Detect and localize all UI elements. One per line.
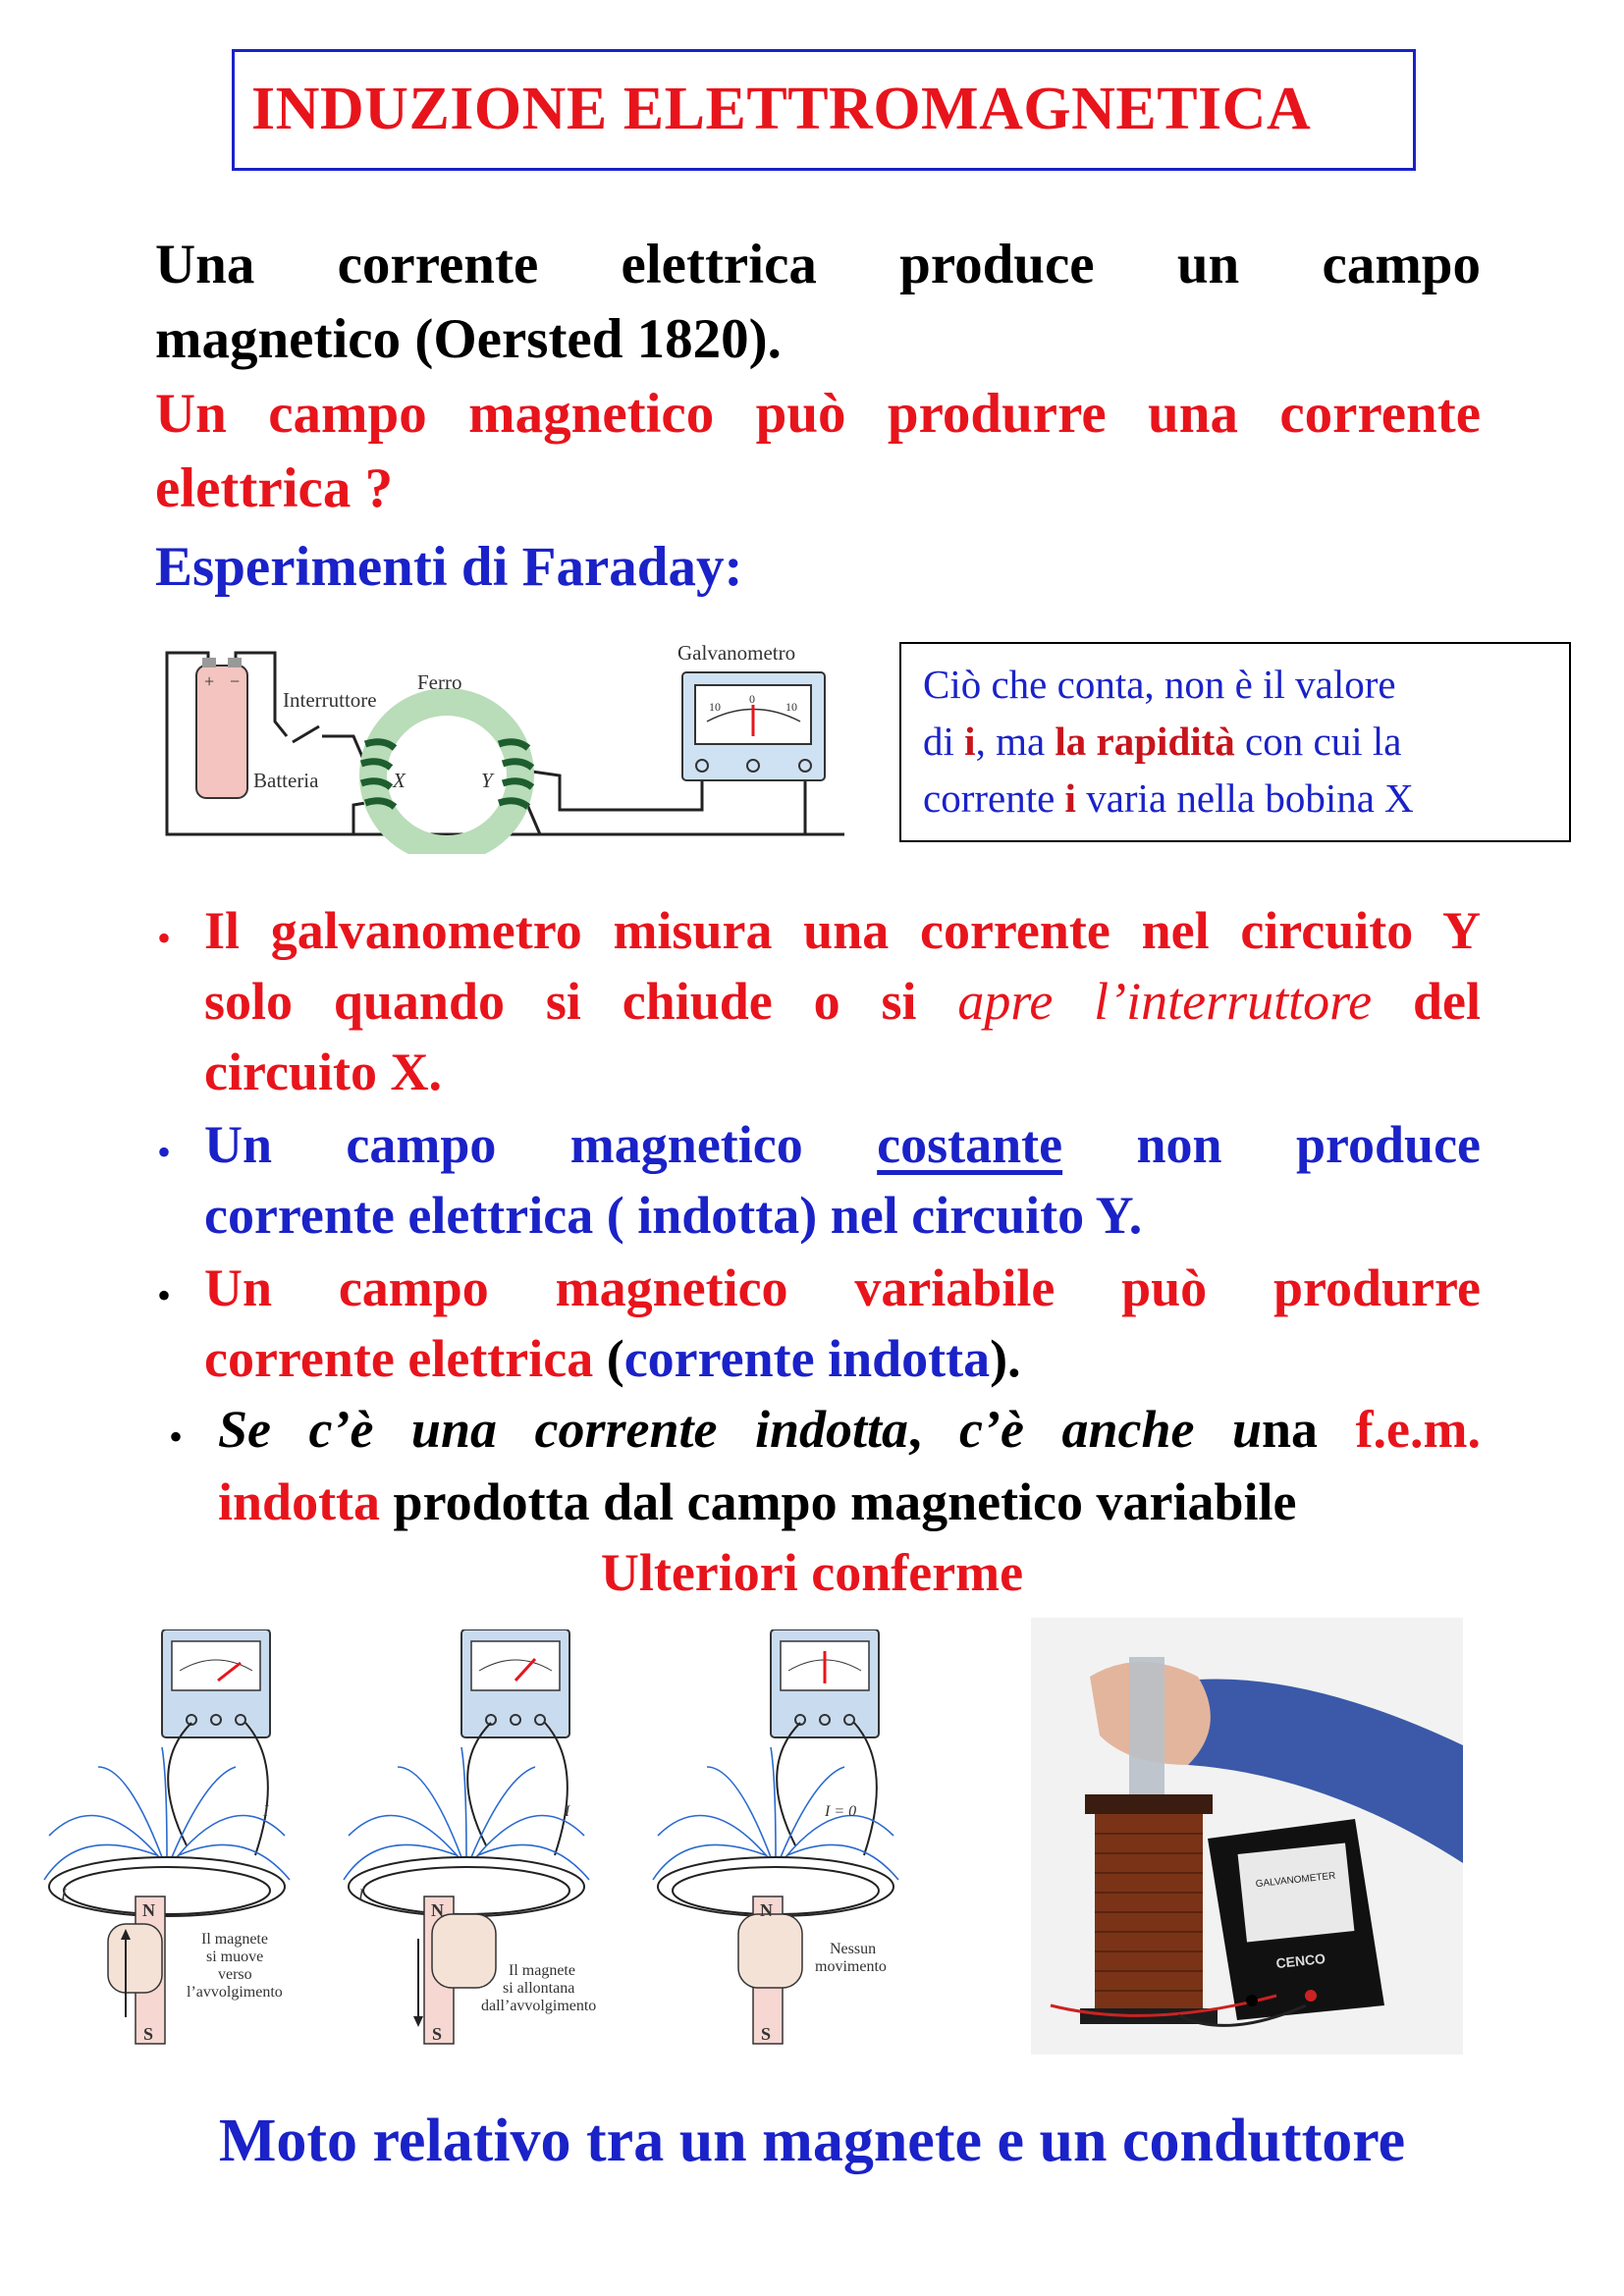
hand [108,1924,162,1993]
galvanometer-face [1238,1842,1355,1942]
south-label: S [761,2024,772,2044]
note-text: con cui la [1234,719,1402,764]
switch-lever [293,726,319,742]
question-line-2: elettrica ? [155,457,394,519]
caption-line: l’avvolgimento [187,1984,283,2001]
note-line-3 [923,770,1414,827]
note-text: corrente [923,775,1065,821]
south-label: S [432,2024,443,2044]
bullet-text: prodotta dal campo magnetico variabile [380,1472,1297,1531]
caption-2 [481,1962,596,2014]
plus-sign: + [204,671,215,691]
bullet-text: corrente elettrica [204,1329,594,1388]
bullet-italic: c’è anche u [959,1400,1263,1459]
intro-line-2: magnetico (Oersted 1820). [155,308,782,370]
current-zero-label: I = 0 [825,1803,857,1820]
bullet-text: del [1372,972,1481,1031]
bullet-text: ). [990,1329,1021,1388]
bullet-text: corrente indotta [623,1329,991,1388]
bullet-text: ( [593,1329,624,1388]
bullet-underlined: costante [877,1115,1063,1174]
bullet-3-line-1: Un campo magnetico variabile può produrre [204,1258,1481,1317]
battery-terminal [228,658,242,667]
note-text: di [923,719,965,764]
south-label: S [143,2024,154,2044]
current-label: I [565,1803,570,1820]
north-label: N [760,1900,773,1920]
bullet-dot: • [169,1415,184,1459]
caption-line: si allontana [503,1980,575,1997]
bullet-text: non produce [1062,1115,1481,1174]
label-iron: Ferro [417,670,462,694]
bullet-text: , [908,1400,960,1459]
bullet-4-line-2 [218,1467,1297,1537]
terminal [1246,1995,1258,2006]
bullet-text: Un campo magnetico [204,1115,878,1174]
north-label: N [142,1900,155,1920]
scale-label-mid: 0 [749,692,755,706]
wire [525,771,702,810]
caption-line: verso [218,1966,252,1983]
caption-1 [187,1931,283,2001]
north-label: N [431,1900,444,1920]
figure-3 [653,1629,898,2044]
bullet-3-line-2 [204,1323,1021,1394]
note-i: i [1064,775,1076,821]
brand-label: CENCO [1274,1949,1326,1972]
note-line-1: Ciò che conta, non è il valore [923,662,1396,707]
bullet-text: na [1262,1400,1356,1459]
hand [738,1914,802,1988]
coil-top [1085,1794,1213,1814]
label-coil-x: X [393,769,406,792]
scale-label-right: 10 [785,700,797,714]
hand [432,1914,496,1988]
caption-line: Il magnete [509,1962,575,1979]
bullet-dot: • [157,1273,172,1317]
battery-terminal [202,658,216,667]
note-text: varia nella bobina X [1075,775,1414,821]
bullet-1-line-2 [204,966,1481,1037]
bullet-2-line-1 [204,1109,1481,1180]
caption-line: Il magnete [201,1931,268,1948]
bullet-dot: • [157,916,172,960]
figure-1 [44,1629,290,2044]
note-rapidity: la rapidità [1055,719,1235,764]
bullet-dot: • [157,1130,172,1174]
scale-label-left: 10 [709,700,721,714]
question-line-1: Un campo magnetico può produrre una corrente [155,383,1481,445]
caption-line: movimento [815,1958,887,1975]
terminal [1305,1990,1317,2002]
label-switch: Interruttore [283,688,377,712]
note-line-2 [923,713,1401,770]
bullet-text: solo quando si chiude o si [204,972,958,1031]
note-text: , ma [975,719,1056,764]
caption-line: si muove [206,1949,264,1965]
bullet-italic: Se c’è una corrente indotta [218,1400,909,1459]
caption-line: dall’avvolgimento [481,1998,597,2014]
bullet-4-line-1 [218,1394,1481,1465]
bullet-1-line-3: circuito X. [204,1042,442,1101]
caption-line: Nessun [830,1941,877,1957]
magnet-figures [39,1629,1021,2061]
note-i: i [964,719,976,764]
bullet-text: f.e.m. [1355,1400,1481,1459]
page-title: INDUZIONE ELETTROMAGNETICA [251,76,1312,142]
bottom-heading: Moto relativo tra un magnete e un conduttore [218,2108,1406,2174]
galv-label: GALVANOMETER [1255,1870,1336,1891]
label-battery: Batteria [253,769,319,792]
experiment-photo [1031,1618,1463,2055]
current-label: I [263,1803,269,1820]
experiments-heading: Esperimenti di Faraday: [155,536,743,598]
bullet-text: indotta [218,1472,381,1531]
intro-line-1: Una corrente elettrica produce un campo [155,234,1481,295]
current-label: I [61,1887,67,1903]
bullet-italic: apre l’interruttore [957,972,1373,1031]
ulteriori-heading: Ulteriori conferme [600,1543,1024,1602]
label-coil-y: Y [481,769,493,792]
figure-2 [344,1629,596,2044]
caption-3 [815,1941,887,1975]
bullet-1-line-1: Il galvanometro misura una corrente nel circuito Y [204,901,1481,960]
minus-sign: − [230,671,241,691]
bullet-2-line-2: corrente elettrica ( indotta) nel circuito Y. [204,1186,1143,1245]
faraday-diagram [157,628,844,854]
current-label: I [358,1887,364,1903]
label-galvanometer: Galvanometro [677,641,796,665]
